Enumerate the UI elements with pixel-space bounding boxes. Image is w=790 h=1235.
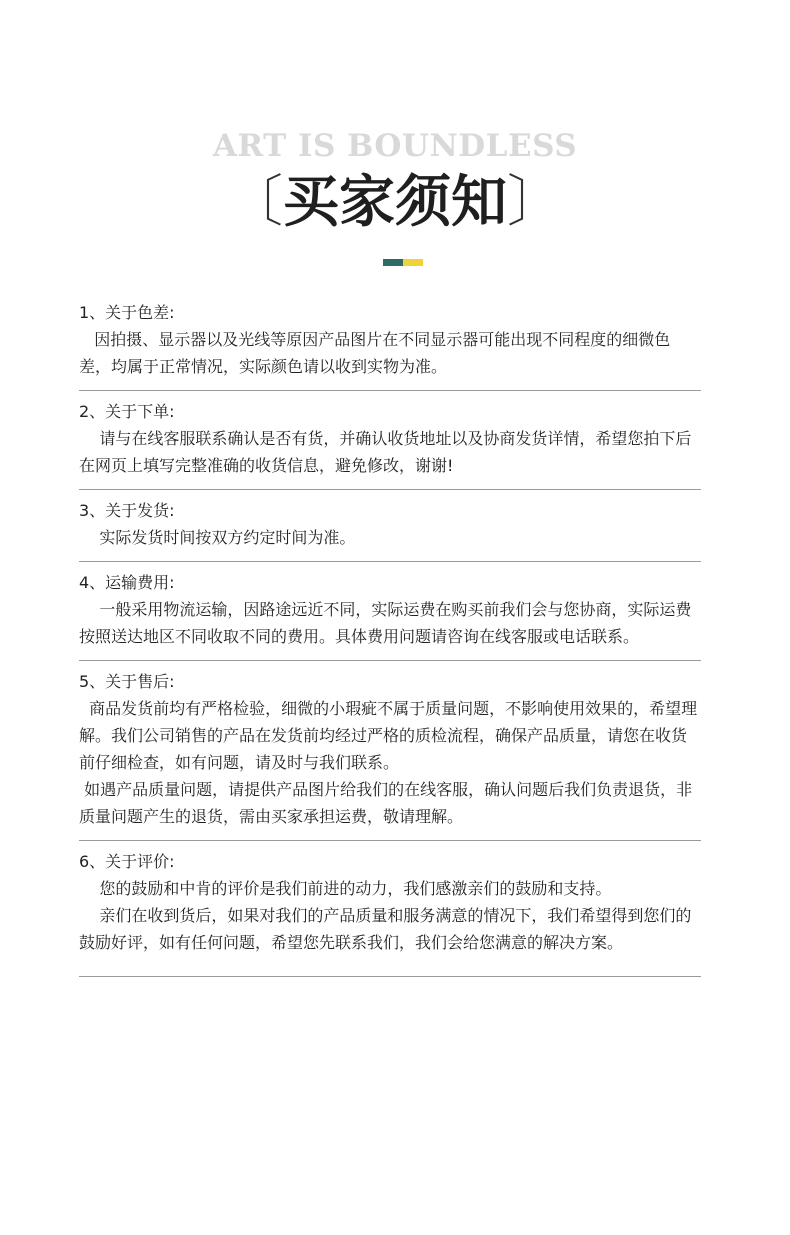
section-heading: 6、关于评价:: [79, 852, 175, 871]
section-paragraph: 因拍摄、显示器以及光线等原因产品图片在不同显示器可能出现不同程度的细微色差，均属于正常情况，实际颜色请以收到实物为准。: [79, 330, 671, 376]
section-paragraph: 您的鼓励和中肯的评价是我们前进的动力，我们感激亲们的鼓励和支持。: [79, 879, 612, 898]
section-heading: 2、关于下单:: [79, 402, 175, 421]
section-heading: 5、关于售后:: [79, 672, 175, 691]
section-paragraph: 亲们在收到货后，如果对我们的产品质量和服务满意的情况下，我们希望得到您们的鼓励好评，如有任何问题，希望您先联系我们，我们会给您满意的解决方案。: [79, 906, 692, 952]
accent-divider: [383, 259, 423, 266]
accent-segment-yellow: [403, 259, 423, 266]
section-paragraph: 一般采用物流运输，因路途远近不同，实际运费在购买前我们会与您协商，实际运费按照送达地区不同收取不同的费用。具体费用问题请咨询在线客服或电话联系。: [79, 600, 692, 646]
notice-sections: [79, 300, 701, 977]
section-ordering: [79, 391, 701, 490]
header-subtitle: ART IS BOUNDLESS: [212, 128, 578, 164]
title-bracket-left: 〔: [227, 170, 283, 235]
section-paragraph: 请与在线客服联系确认是否有货，并确认收货地址以及协商发货详情，希望您拍下后在网页上填写完整准确的收货信息，避免修改，谢谢!: [79, 429, 692, 475]
section-reviews: [79, 841, 701, 977]
section-color-difference: [79, 300, 701, 391]
section-freight: [79, 562, 701, 661]
section-paragraph: 商品发货前均有严格检验，细微的小瑕疵不属于质量问题，不影响使用效果的，希望理解。我们公司销售的产品在发货前均经过严格的质检流程，确保产品质量，请您在收货前仔细检查，如有问题，请及时与我们联系。: [79, 699, 698, 772]
section-heading: 1、关于色差:: [79, 303, 175, 322]
accent-segment-green: [383, 259, 403, 266]
section-heading: 4、运输费用:: [79, 573, 175, 592]
page-title: [0, 170, 790, 235]
title-bracket-right: 〕: [507, 170, 563, 235]
section-after-sales: [79, 661, 701, 841]
title-text: 买家须知: [283, 169, 507, 235]
section-paragraph: 实际发货时间按双方约定时间为准。: [79, 528, 356, 547]
section-shipping: [79, 490, 701, 562]
section-paragraph: 如遇产品质量问题，请提供产品图片给我们的在线客服，确认问题后我们负责退货，非质量问题产生的退货，需由买家承担运费，敬请理解。: [79, 780, 693, 826]
section-heading: 3、关于发货:: [79, 501, 175, 520]
